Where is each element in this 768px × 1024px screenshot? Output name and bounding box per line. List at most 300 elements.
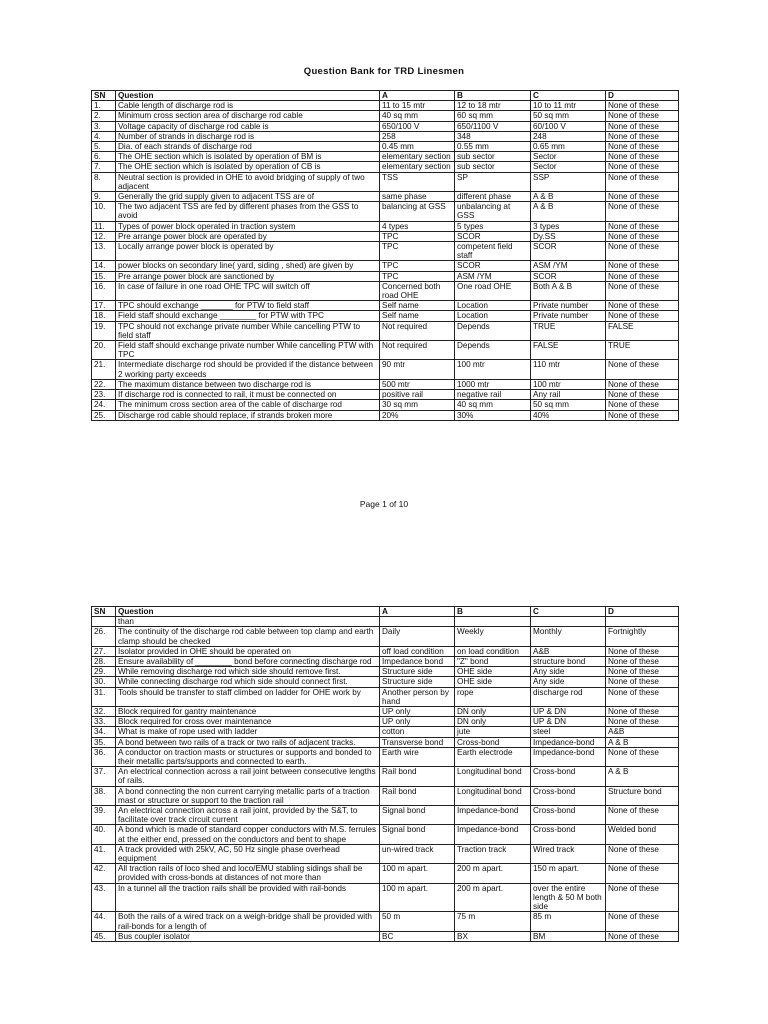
cell-question: The maximum distance between two discharge rod is xyxy=(116,379,380,389)
document-title: Question Bank for TRD Linesmen xyxy=(303,66,465,77)
cell-sn: 18. xyxy=(92,311,116,321)
cell-option-b: DN only xyxy=(455,717,531,727)
table-row xyxy=(92,242,679,261)
table-row xyxy=(92,717,679,727)
cell-sn: 45. xyxy=(92,931,116,941)
cell-option-d: None of these xyxy=(606,221,679,231)
cell-option-d: None of these xyxy=(606,864,679,883)
cell-question: The two adjacent TSS are fed by different phases from the GSS to avoid xyxy=(116,202,380,221)
cell-option-b: 200 m apart. xyxy=(455,864,531,883)
cell-option-b: Location xyxy=(455,301,531,311)
cell-option-d: None of these xyxy=(606,747,679,766)
header-b: B xyxy=(455,607,531,617)
cell-option-d: FALSE xyxy=(606,321,679,340)
cell-option-a: positive rail xyxy=(380,390,455,400)
cell-option-b: different phase xyxy=(455,192,531,202)
cell-option-a: 4 types xyxy=(380,221,455,231)
cell-option-c: Both A & B xyxy=(531,281,606,300)
cell-sn: 42. xyxy=(92,864,116,883)
table-row xyxy=(92,844,679,863)
cell-option-d: None of these xyxy=(606,172,679,191)
cell-option-b: OHE side xyxy=(455,677,531,687)
cell-sn: 28. xyxy=(92,657,116,667)
cell-option-a: Not required xyxy=(380,321,455,340)
cell-option-c: Sector xyxy=(531,162,606,172)
cell-option-c: FALSE xyxy=(531,341,606,360)
cell-option-c: steel xyxy=(531,727,606,737)
cell-option-d: None of these xyxy=(606,261,679,271)
cell-option-a: 650/100 V xyxy=(380,121,455,131)
cell-option-c: 50 sq mm xyxy=(531,111,606,121)
cell-option-b: on load condition xyxy=(455,646,531,656)
cell-question: Discharge rod cable should replace, if strands broken more xyxy=(116,410,380,420)
cell-sn: 10. xyxy=(92,202,116,221)
header-b: B xyxy=(455,91,531,101)
cell-option-a: 258 xyxy=(380,131,455,141)
cell-sn: 35. xyxy=(92,737,116,747)
cell-option-c: 3 types xyxy=(531,221,606,231)
table-row xyxy=(92,767,679,786)
cell-option-b: 60 sq mm xyxy=(455,111,531,121)
cell-option-b: 348 xyxy=(455,131,531,141)
cell-option-b: 30% xyxy=(455,410,531,420)
cell-option-b: SCOR xyxy=(455,231,531,241)
cell-sn: 22. xyxy=(92,379,116,389)
table-row xyxy=(92,311,679,321)
cell-question: than xyxy=(116,617,380,627)
cell-option-b: Impedance-bond xyxy=(455,825,531,844)
cell-option-d: A & B xyxy=(606,737,679,747)
cell-option-c: 40% xyxy=(531,410,606,420)
cell-sn: 44. xyxy=(92,912,116,931)
cell-question: Field staff should exchange ________ for PTW with TPC xyxy=(116,311,380,321)
cell-option-d: None of these xyxy=(606,242,679,261)
cell-option-b: Weekly xyxy=(455,627,531,646)
cell-option-c: 60/100 V xyxy=(531,121,606,131)
cell-option-c: 100 mtr xyxy=(531,379,606,389)
cell-question: Ensure availability of ________ bond before connecting discharge rod xyxy=(116,657,380,667)
cell-option-d: None of these xyxy=(606,142,679,152)
cell-option-c xyxy=(531,617,606,627)
cell-option-d: None of these xyxy=(606,271,679,281)
cell-option-a: Not required xyxy=(380,341,455,360)
table-row xyxy=(92,101,679,111)
cell-option-c: ASM /YM xyxy=(531,261,606,271)
cell-question: Voltage capacity of discharge rod cable is xyxy=(116,121,380,131)
cell-option-b: 12 to 18 mtr xyxy=(455,101,531,111)
cell-option-b: Depends xyxy=(455,341,531,360)
cell-sn: 25. xyxy=(92,410,116,420)
cell-question: Pre arrange power block are sanctioned by xyxy=(116,271,380,281)
cell-sn: 2. xyxy=(92,111,116,121)
header-sn: SN xyxy=(92,607,116,617)
cell-option-b: Location xyxy=(455,311,531,321)
cell-option-c: 0.65 mm xyxy=(531,142,606,152)
cell-option-a: Rail bond xyxy=(380,767,455,786)
cell-question: Bus coupler isolator xyxy=(116,931,380,941)
header-question: Question xyxy=(116,91,380,101)
cell-option-b: SCOR xyxy=(455,261,531,271)
cell-option-c: 10 to 11 mtr xyxy=(531,101,606,111)
cell-option-c: A & B xyxy=(531,192,606,202)
cell-sn: 33. xyxy=(92,717,116,727)
cell-question: Generally the grid supply given to adjacent TSS are of xyxy=(116,192,380,202)
cell-option-d: None of these xyxy=(606,152,679,162)
table-row xyxy=(92,172,679,191)
cell-option-a: 40 sq mm xyxy=(380,111,455,121)
cell-option-c: 150 m apart. xyxy=(531,864,606,883)
table-row xyxy=(92,677,679,687)
cell-option-a: TPC xyxy=(380,231,455,241)
cell-option-d: None of these xyxy=(606,667,679,677)
table-header-row xyxy=(92,607,679,617)
table-row xyxy=(92,931,679,941)
cell-option-c: Cross-bond xyxy=(531,825,606,844)
cell-option-d: None of these xyxy=(606,717,679,727)
cell-option-d: A&B xyxy=(606,727,679,737)
cell-option-c: Impedance-bond xyxy=(531,747,606,766)
table-row xyxy=(92,131,679,141)
cell-option-c: over the entire length & 50 M both side xyxy=(531,883,606,912)
table-row xyxy=(92,646,679,656)
cell-question: Block required for cross over maintenance xyxy=(116,717,380,727)
cell-option-d: None of these xyxy=(606,410,679,420)
table-row xyxy=(92,162,679,172)
cell-option-b: jute xyxy=(455,727,531,737)
cell-option-c: Private number xyxy=(531,301,606,311)
cell-option-d: None of these xyxy=(606,192,679,202)
table-row xyxy=(92,657,679,667)
cell-option-c: Private number xyxy=(531,311,606,321)
cell-option-c: 110 mtr xyxy=(531,360,606,379)
cell-option-c: Cross-bond xyxy=(531,806,606,825)
cell-option-d xyxy=(606,617,679,627)
cell-question: A bond connecting the non current carrying metallic parts of a traction mast or structure or support to the traction rail xyxy=(116,786,380,805)
cell-sn: 9. xyxy=(92,192,116,202)
cell-sn: 23. xyxy=(92,390,116,400)
cell-sn: 30. xyxy=(92,677,116,687)
cell-option-b: 200 m apart. xyxy=(455,883,531,912)
table-row xyxy=(92,111,679,121)
cell-sn: 3. xyxy=(92,121,116,131)
table-row xyxy=(92,737,679,747)
page-footer: Page 1 of 10 xyxy=(359,499,409,509)
cell-question: An electrical connection across a rail joint, provided by the S&T, to facilitate over track circuit current xyxy=(116,806,380,825)
cell-question: All traction rails of loco shed and loco/EMU stabling sidings shall be provided with cross-bonds at distances of not more than xyxy=(116,864,380,883)
header-a: A xyxy=(380,607,455,617)
cell-option-d: None of these xyxy=(606,390,679,400)
table-row xyxy=(92,221,679,231)
cell-sn: 15. xyxy=(92,271,116,281)
cell-option-c: A&B xyxy=(531,646,606,656)
cell-option-a: BC xyxy=(380,931,455,941)
cell-option-a: Signal bond xyxy=(380,806,455,825)
cell-question: Dia. of each strands of discharge rod xyxy=(116,142,380,152)
cell-option-d: None of these xyxy=(606,379,679,389)
cell-sn: 7. xyxy=(92,162,116,172)
table-row xyxy=(92,912,679,931)
cell-question: The OHE section which is isolated by operation of BM is xyxy=(116,152,380,162)
cell-option-c: UP & DN xyxy=(531,707,606,717)
cell-option-a: Structure side xyxy=(380,677,455,687)
cell-option-d: Welded bond xyxy=(606,825,679,844)
cell-option-b: 1000 mtr xyxy=(455,379,531,389)
cell-sn: 11. xyxy=(92,221,116,231)
cell-option-b: sub sector xyxy=(455,162,531,172)
cell-option-a: Rail bond xyxy=(380,786,455,805)
cell-option-a: Signal bond xyxy=(380,825,455,844)
cell-option-b: DN only xyxy=(455,707,531,717)
cell-option-a: Self name xyxy=(380,301,455,311)
table-row xyxy=(92,667,679,677)
table-row xyxy=(92,142,679,152)
cell-option-d: None of these xyxy=(606,912,679,931)
cell-option-a: Earth wire xyxy=(380,747,455,766)
cell-option-c: Any side xyxy=(531,677,606,687)
cell-option-a: cotton xyxy=(380,727,455,737)
cell-option-a: Self name xyxy=(380,311,455,321)
table-row xyxy=(92,231,679,241)
cell-option-a: 0.45 mm xyxy=(380,142,455,152)
cell-option-a: Transverse bond xyxy=(380,737,455,747)
cell-option-b: Impedance-bond xyxy=(455,806,531,825)
cell-option-c: Monthly xyxy=(531,627,606,646)
header-c: C xyxy=(531,607,606,617)
cell-option-a: TSS xyxy=(380,172,455,191)
cell-option-d: None of these xyxy=(606,844,679,863)
table-row xyxy=(92,627,679,646)
cell-option-b: sub sector xyxy=(455,152,531,162)
cell-option-a: same phase xyxy=(380,192,455,202)
table-row xyxy=(92,360,679,379)
cell-option-d: None of these xyxy=(606,202,679,221)
cell-option-c: SCOR xyxy=(531,271,606,281)
cell-option-c: TRUE xyxy=(531,321,606,340)
cell-sn: 34. xyxy=(92,727,116,737)
cell-question: Locally arrange power block is operated by xyxy=(116,242,380,261)
cell-question: In a tunnel all the traction rails shall be provided with rail-bonds xyxy=(116,883,380,912)
table-row xyxy=(92,379,679,389)
cell-option-a: Another person by hand xyxy=(380,687,455,706)
cell-option-d: None of these xyxy=(606,101,679,111)
cell-option-b: Longitudinal bond xyxy=(455,767,531,786)
cell-option-b: Earth electrode xyxy=(455,747,531,766)
cell-option-d: None of these xyxy=(606,111,679,121)
cell-option-d: None of these xyxy=(606,360,679,379)
cell-option-d: TRUE xyxy=(606,341,679,360)
cell-sn: 13. xyxy=(92,242,116,261)
table-row xyxy=(92,727,679,737)
cell-sn: 21. xyxy=(92,360,116,379)
cell-sn: 24. xyxy=(92,400,116,410)
cell-sn: 26. xyxy=(92,627,116,646)
cell-question: Pre arrange power block are operated by xyxy=(116,231,380,241)
header-sn: SN xyxy=(92,91,116,101)
cell-option-a: 30 sq mm xyxy=(380,400,455,410)
cell-sn: 17. xyxy=(92,301,116,311)
cell-question: If discharge rod is connected to rail, it must be connected on xyxy=(116,390,380,400)
cell-sn: 19. xyxy=(92,321,116,340)
table-header-row xyxy=(92,91,679,101)
table-row xyxy=(92,806,679,825)
cell-option-b: Cross-bond xyxy=(455,737,531,747)
table-row xyxy=(92,410,679,420)
cell-option-b: One road OHE xyxy=(455,281,531,300)
cell-option-b: 100 mtr xyxy=(455,360,531,379)
cell-option-b: 75 m xyxy=(455,912,531,931)
cell-option-b: unbalancing at GSS xyxy=(455,202,531,221)
cell-question: power blocks on secondary line( yard, siding , shed) are given by xyxy=(116,261,380,271)
cell-option-a: 90 mtr xyxy=(380,360,455,379)
cell-sn: 8. xyxy=(92,172,116,191)
cell-option-c: Cross-bond xyxy=(531,786,606,805)
cell-option-a: elementary section xyxy=(380,152,455,162)
cell-question: While removing discharge rod which side should remove first. xyxy=(116,667,380,677)
cell-sn: 5. xyxy=(92,142,116,152)
cell-option-d: None of these xyxy=(606,883,679,912)
cell-question: What is make of rope used with ladder xyxy=(116,727,380,737)
cell-option-a: 500 mtr xyxy=(380,379,455,389)
cell-option-b: Longitudinal bond xyxy=(455,786,531,805)
table-row xyxy=(92,192,679,202)
cell-option-b: negative rail xyxy=(455,390,531,400)
cell-sn: 4. xyxy=(92,131,116,141)
cell-option-a: 100 m apart. xyxy=(380,883,455,912)
table-row xyxy=(92,321,679,340)
cell-option-d: None of these xyxy=(606,657,679,667)
cell-sn: 20. xyxy=(92,341,116,360)
cell-option-b: "Z" bond xyxy=(455,657,531,667)
cell-option-b: competent field staff xyxy=(455,242,531,261)
cell-option-b: 0.55 mm xyxy=(455,142,531,152)
cell-option-d: None of these xyxy=(606,400,679,410)
table-row xyxy=(92,121,679,131)
cell-sn: 6. xyxy=(92,152,116,162)
table-row xyxy=(92,617,679,627)
question-table-page-2 xyxy=(91,606,679,942)
cell-option-b: Traction track xyxy=(455,844,531,863)
cell-option-a: UP only xyxy=(380,717,455,727)
cell-option-b xyxy=(455,617,531,627)
question-table-page-1 xyxy=(91,90,679,421)
cell-option-a: 20% xyxy=(380,410,455,420)
cell-sn: 1. xyxy=(92,101,116,111)
cell-option-a: un-wired track xyxy=(380,844,455,863)
table-row xyxy=(92,152,679,162)
table-row xyxy=(92,390,679,400)
cell-option-d: None of these xyxy=(606,301,679,311)
cell-option-d: None of these xyxy=(606,311,679,321)
cell-option-d: None of these xyxy=(606,687,679,706)
table-row xyxy=(92,261,679,271)
cell-sn: 14. xyxy=(92,261,116,271)
cell-question: While connecting discharge rod which side should connect first. xyxy=(116,677,380,687)
cell-option-d: None of these xyxy=(606,162,679,172)
cell-option-a: balancing at GSS xyxy=(380,202,455,221)
cell-option-c: 85 m xyxy=(531,912,606,931)
cell-sn: 27. xyxy=(92,646,116,656)
cell-option-d: None of these xyxy=(606,806,679,825)
cell-option-a: Daily xyxy=(380,627,455,646)
cell-option-a: 50 m xyxy=(380,912,455,931)
cell-option-c: Impedance-bond xyxy=(531,737,606,747)
cell-option-b: BX xyxy=(455,931,531,941)
cell-option-a xyxy=(380,617,455,627)
cell-option-c: 248 xyxy=(531,131,606,141)
cell-option-d: Fortnightly xyxy=(606,627,679,646)
cell-sn: 36. xyxy=(92,747,116,766)
cell-question: TPC should not exchange private number While cancelling PTW to field staff xyxy=(116,321,380,340)
cell-option-b: OHE side xyxy=(455,667,531,677)
cell-option-a: off load condition xyxy=(380,646,455,656)
cell-option-a: TPC xyxy=(380,271,455,281)
cell-question: Isolator provided in OHE should be operated on xyxy=(116,646,380,656)
cell-option-b: 5 types xyxy=(455,221,531,231)
cell-option-c: Cross-bond xyxy=(531,767,606,786)
cell-option-c: BM xyxy=(531,931,606,941)
cell-question: A track provided with 25kV, AC, 50 Hz single phase overhead equipment xyxy=(116,844,380,863)
cell-sn: 29. xyxy=(92,667,116,677)
cell-option-a: Concerned both road OHE xyxy=(380,281,455,300)
table-row xyxy=(92,400,679,410)
table-row xyxy=(92,687,679,706)
cell-option-c: SSP xyxy=(531,172,606,191)
cell-question: Both the rails of a wired track on a weigh-bridge shall be provided with rail-bonds for a length of xyxy=(116,912,380,931)
cell-sn xyxy=(92,617,116,627)
cell-sn: 12. xyxy=(92,231,116,241)
table-row xyxy=(92,202,679,221)
cell-option-a: 11 to 15 mtr xyxy=(380,101,455,111)
cell-option-a: Structure side xyxy=(380,667,455,677)
cell-question: An electrical connection across a rail joint between consecutive lengths of rails. xyxy=(116,767,380,786)
cell-option-c: UP & DN xyxy=(531,717,606,727)
cell-option-d: None of these xyxy=(606,231,679,241)
cell-option-d: None of these xyxy=(606,707,679,717)
table-row xyxy=(92,864,679,883)
cell-sn: 31. xyxy=(92,687,116,706)
cell-option-a: TPC xyxy=(380,261,455,271)
cell-option-c: structure bond xyxy=(531,657,606,667)
table-row xyxy=(92,341,679,360)
cell-sn: 38. xyxy=(92,786,116,805)
cell-option-c: Wired track xyxy=(531,844,606,863)
table-row xyxy=(92,301,679,311)
cell-question: In case of failure in one road OHE TPC will switch off xyxy=(116,281,380,300)
cell-question: Block required for gantry maintenance xyxy=(116,707,380,717)
cell-sn: 37. xyxy=(92,767,116,786)
cell-option-d: None of these xyxy=(606,931,679,941)
header-d: D xyxy=(606,607,679,617)
cell-question: The continuity of the discharge rod cable between top clamp and earth clamp should be checked xyxy=(116,627,380,646)
header-question: Question xyxy=(116,607,380,617)
table-row xyxy=(92,747,679,766)
cell-question: The OHE section which is isolated by operation of CB is xyxy=(116,162,380,172)
cell-option-c: discharge rod xyxy=(531,687,606,706)
cell-option-d: None of these xyxy=(606,677,679,687)
cell-question: A bond which is made of standard copper conductors with M.S. ferrules at the either end, pressed on the conductors and bent to shape xyxy=(116,825,380,844)
cell-question: A bond between two rails of a track or two rails of adjacent tracks. xyxy=(116,737,380,747)
cell-question: TPC should exchange _______ for PTW to field staff xyxy=(116,301,380,311)
cell-question: Tools should be transfer to staff climbed on ladder for OHE work by xyxy=(116,687,380,706)
cell-option-a: TPC xyxy=(380,242,455,261)
cell-sn: 16. xyxy=(92,281,116,300)
table-row xyxy=(92,825,679,844)
cell-sn: 39. xyxy=(92,806,116,825)
cell-option-b: Depends xyxy=(455,321,531,340)
cell-option-a: 100 m apart. xyxy=(380,864,455,883)
cell-option-a: UP only xyxy=(380,707,455,717)
cell-sn: 43. xyxy=(92,883,116,912)
